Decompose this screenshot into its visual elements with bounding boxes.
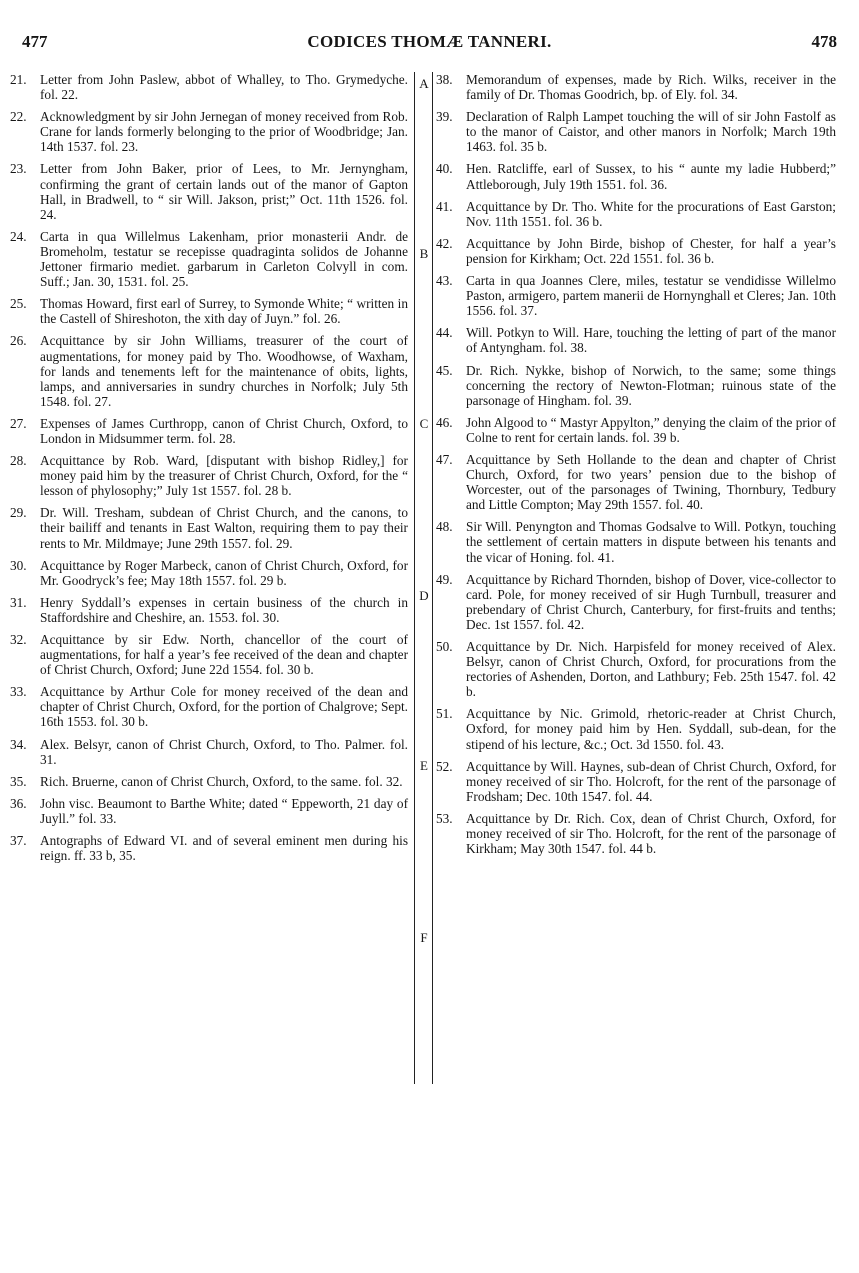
entry-text: Antographs of Edward VI. and of several eminent men during his reign. ff. 33 b, 35. bbox=[40, 833, 408, 864]
catalogue-entry bbox=[10, 796, 408, 826]
catalogue-entry bbox=[436, 199, 836, 229]
catalogue-entry bbox=[10, 558, 408, 588]
catalogue-entry bbox=[10, 229, 408, 289]
catalogue-entry bbox=[10, 595, 408, 625]
entry-number: 29. bbox=[10, 505, 27, 521]
entry-number: 48. bbox=[436, 519, 453, 535]
entry-text: Acquittance by Dr. Nich. Harpisfeld for money received of Alex. Belsyr, canon of Christ Church, Oxford, for procurations from the rectories of Ashenden, Dorton, and Lathbury; Feb. 25th 1547. fol. 42 b. bbox=[466, 639, 836, 700]
entry-number: 30. bbox=[10, 557, 27, 573]
entry-text: John visc. Beaumont to Barthe White; dated “ Eppeworth, 21 day of Juyll.” fol. 33. bbox=[40, 795, 408, 826]
entry-number: 40. bbox=[436, 161, 453, 177]
entry-number: 36. bbox=[10, 795, 27, 811]
margin-marker: E bbox=[420, 758, 428, 773]
entry-number: 52. bbox=[436, 758, 453, 774]
entry-text: Expenses of James Curthropp, canon of Christ Church, Oxford, to London in Midsummer term. fol. 28. bbox=[40, 415, 408, 446]
catalogue-entry bbox=[436, 639, 836, 699]
left-column bbox=[10, 72, 408, 870]
entry-text: Acquittance by Dr. Rich. Cox, dean of Christ Church, Oxford, for money received of sir Tho. Holcroft, for the rent of the parsonage of Kirkham; May 30th 1547. fol. 44 b. bbox=[466, 810, 836, 857]
entry-number: 41. bbox=[436, 198, 453, 214]
catalogue-entry bbox=[10, 632, 408, 677]
entry-number: 21. bbox=[10, 72, 27, 87]
entry-text: Thomas Howard, first earl of Surrey, to Symonde White; “ written in the Castell of Shireshoton, the xith day of Juyn.” fol. 26. bbox=[40, 296, 408, 327]
entry-number: 35. bbox=[10, 773, 27, 789]
entry-number: 45. bbox=[436, 362, 453, 378]
entry-number: 26. bbox=[10, 333, 27, 349]
catalogue-entry bbox=[436, 273, 836, 318]
entry-text: Acknowledgment by sir John Jernegan of money received from Rob. Crane for lands formerly belonging to the prior of Woodbridge; Jan. 14th 1537. fol. 23. bbox=[40, 109, 408, 155]
catalogue-entry bbox=[10, 833, 408, 863]
catalogue-entry bbox=[436, 519, 836, 564]
entry-text: Henry Syddall’s expenses in certain business of the church in Staffordshire and Cheshire, an. 1553. fol. 30. bbox=[40, 594, 408, 625]
entry-number: 49. bbox=[436, 571, 453, 587]
page-number-left: 477 bbox=[22, 32, 48, 51]
entry-text: Acquittance by Dr. Tho. White for the procurations of East Garston; Nov. 11th 1551. fol. 36 b. bbox=[466, 198, 836, 229]
catalogue-entry bbox=[436, 72, 836, 102]
catalogue-entry bbox=[436, 759, 836, 804]
entry-text: Declaration of Ralph Lampet touching the will of sir John Fastolf as to the manor of Caistor, and other manors in Norfolk; March 19th 1463. fol. 35 b. bbox=[466, 109, 836, 155]
margin-marker: A bbox=[419, 76, 429, 91]
entry-text: Dr. Will. Tresham, subdean of Christ Church, and the canons, to their bailiff and tenants in East Walton, requiring them to pay their rents to Mr. Mildmaye; June 29th 1557. fol. 29. bbox=[40, 505, 408, 551]
running-header bbox=[22, 32, 837, 56]
catalogue-entry bbox=[436, 325, 836, 355]
entry-text: Hen. Ratcliffe, earl of Sussex, to his “ aunte my ladie Hubberd;” Attleborough, July 19th 1551. fol. 36. bbox=[466, 161, 836, 192]
catalogue-entry bbox=[10, 296, 408, 326]
margin-marker: B bbox=[419, 246, 429, 261]
entry-text: Acquittance by Rob. Ward, [disputant with bishop Ridley,] for money paid him by the treasurer of Christ Church, Oxford, for the “ lesson of phylosophy;” July 1st 1557. fol. 28 b. bbox=[40, 453, 408, 499]
catalogue-entry bbox=[10, 416, 408, 446]
catalogue-entry bbox=[10, 161, 408, 221]
catalogue-entry bbox=[436, 236, 836, 266]
entry-text: Carta in qua Willelmus Lakenham, prior monasterii Andr. de Bromeholm, testatur se recepisse quadraginta solidos de Johanne Jettoner firmario mediet. garbarum in Carleton Colvyll in com. Suff.; Jan. 30, 1531. fol. 25. bbox=[40, 228, 408, 290]
entry-number: 24. bbox=[10, 228, 27, 244]
catalogue-entry bbox=[10, 505, 408, 550]
catalogue-entry bbox=[436, 572, 836, 632]
catalogue-entry bbox=[10, 72, 408, 102]
catalogue-entry bbox=[436, 363, 836, 408]
entry-text: Dr. Rich. Nykke, bishop of Norwich, to the same; some things concerning the rectory of Newton-Flotman; ruinous state of the parsonage of Hingham. fol. 39. bbox=[466, 362, 836, 408]
entry-text: John Algood to “ Mastyr Appylton,” denying the claim of the prior of Colne to rent for certain lands. fol. 39 b. bbox=[466, 414, 836, 445]
column-rule-left bbox=[414, 72, 415, 1084]
entry-number: 47. bbox=[436, 451, 453, 467]
entry-text: Acquittance by Will. Haynes, sub-dean of Christ Church, Oxford, for money received of sir Tho. Holcroft, for the rent of the parsonage of Frodsham; Dec. 10th 1547. fol. 44. bbox=[466, 758, 836, 804]
entry-text: Acquittance by John Birde, bishop of Chester, for half a year’s pension for Kirkham; Oct. 22d 1551. fol. 36 b. bbox=[466, 235, 836, 266]
entry-text: Acquittance by Roger Marbeck, canon of Christ Church, Oxford, for Mr. Goodryck’s fee; May 18th 1557. fol. 29 b. bbox=[40, 557, 408, 588]
entry-number: 42. bbox=[436, 235, 453, 251]
entry-text: Memorandum of expenses, made by Rich. Wilks, receiver in the family of Dr. Thomas Goodrich, bp. of Ely. fol. 34. bbox=[466, 72, 836, 103]
entry-text: Acquittance by Arthur Cole for money received of the dean and chapter of Christ Church, Oxford, for the portion of Chalgrove; Sept. 16th 1553. fol. 30 b. bbox=[40, 684, 408, 730]
catalogue-entry bbox=[436, 452, 836, 512]
catalogue-entry bbox=[10, 774, 408, 789]
entry-number: 25. bbox=[10, 296, 27, 312]
page-title: CODICES THOMÆ TANNERI. bbox=[307, 32, 552, 51]
entry-number: 37. bbox=[10, 833, 27, 849]
catalogue-entry bbox=[10, 333, 408, 408]
entry-number: 44. bbox=[436, 325, 453, 341]
catalogue-entry bbox=[436, 811, 836, 856]
entry-number: 31. bbox=[10, 594, 27, 610]
entry-number: 51. bbox=[436, 706, 453, 722]
catalogue-entry bbox=[10, 684, 408, 729]
entry-number: 53. bbox=[436, 810, 453, 826]
entry-number: 32. bbox=[10, 632, 27, 647]
entry-text: Sir Will. Penyngton and Thomas Godsalve to Will. Potkyn, touching the settlement of certain matters in dispute between his tenants and the vicar of Honing. fol. 41. bbox=[466, 519, 836, 565]
catalogue-entry bbox=[436, 161, 836, 191]
entry-text: Rich. Bruerne, canon of Christ Church, Oxford, to the same. fol. 32. bbox=[40, 773, 403, 789]
entry-text: Acquittance by Richard Thornden, bishop of Dover, vice-collector to card. Pole, for money received of sir Hugh Turnbull, treasurer and prebendary of Christ Church, Canterbury, for first-fruits and tenths; Dec. 1st 1557. fol. 42. bbox=[466, 571, 836, 632]
entry-number: 22. bbox=[10, 109, 27, 125]
entry-number: 50. bbox=[436, 639, 453, 654]
catalogue-entry bbox=[436, 706, 836, 751]
entry-number: 23. bbox=[10, 161, 27, 177]
entry-text: Acquittance by Nic. Grimold, rhetoric-reader at Christ Church, Oxford, for money paid him by Hen. Syddall, sub-dean, for the stipend of his lecture, &c.; Oct. 3d 1550. fol. 43. bbox=[466, 706, 836, 752]
page-number-right: 478 bbox=[811, 32, 837, 51]
entry-number: 46. bbox=[436, 414, 453, 430]
entry-number: 27. bbox=[10, 415, 27, 431]
margin-marker: F bbox=[420, 930, 428, 945]
entry-number: 28. bbox=[10, 453, 27, 469]
entry-number: 38. bbox=[436, 72, 453, 87]
entry-text: Alex. Belsyr, canon of Christ Church, Oxford, to Tho. Palmer. fol. 31. bbox=[40, 736, 408, 767]
entry-text: Acquittance by Seth Hollande to the dean and chapter of Christ Church, Oxford, for two years’ pension due to the bishop of Worcester, out of the parsonages of Twining, Thornbury, Tedbury and Little Compton; May 29th 1557. fol. 40. bbox=[466, 451, 836, 513]
catalogue-entry bbox=[436, 415, 836, 445]
entry-text: Will. Potkyn to Will. Hare, touching the letting of part of the manor of Antyngham. fol. 38. bbox=[466, 325, 836, 356]
entry-number: 33. bbox=[10, 684, 27, 700]
catalogue-entry bbox=[10, 737, 408, 767]
right-column bbox=[436, 72, 836, 863]
margin-marker: D bbox=[419, 588, 429, 603]
entry-text: Acquittance by sir John Williams, treasurer of the court of augmentations, for money paid by Tho. Woodhowse, of Waxham, for lands and tenements left for the maintenance of obits, lights, lamps, and anniversaries in sundry churches in Norfolk; July 5th 1548. fol. 27. bbox=[40, 333, 408, 409]
entry-number: 34. bbox=[10, 736, 27, 752]
catalogue-entry bbox=[10, 109, 408, 154]
catalogue-entry bbox=[436, 109, 836, 154]
entry-number: 39. bbox=[436, 109, 453, 125]
entry-number: 43. bbox=[436, 273, 453, 289]
margin-marker: C bbox=[419, 416, 429, 431]
entry-text: Letter from John Baker, prior of Lees, to Mr. Jernyngham, confirming the grant of certain lands out of the manor of Gapton Hall, in Bradwell, to “ sir Will. Jakson, prist;” Oct. 11th 1526. fol. 24. bbox=[40, 161, 408, 222]
entry-text: Carta in qua Joannes Clere, miles, testatur se vendidisse Willelmo Paston, armigero, partem manerii de Hornynghall et Cleres; Jan. 10th 1556. fol. 37. bbox=[466, 273, 836, 319]
entry-text: Acquittance by sir Edw. North, chancellor of the court of augmentations, for half a year’s fee received of the dean and chapter of Christ Church, Oxford; June 22d 1554. fol. 30 b. bbox=[40, 632, 408, 678]
entry-text: Letter from John Paslew, abbot of Whalley, to Tho. Grymedyche. fol. 22. bbox=[40, 72, 408, 103]
column-rule-right bbox=[432, 72, 433, 1084]
catalogue-entry bbox=[10, 453, 408, 498]
